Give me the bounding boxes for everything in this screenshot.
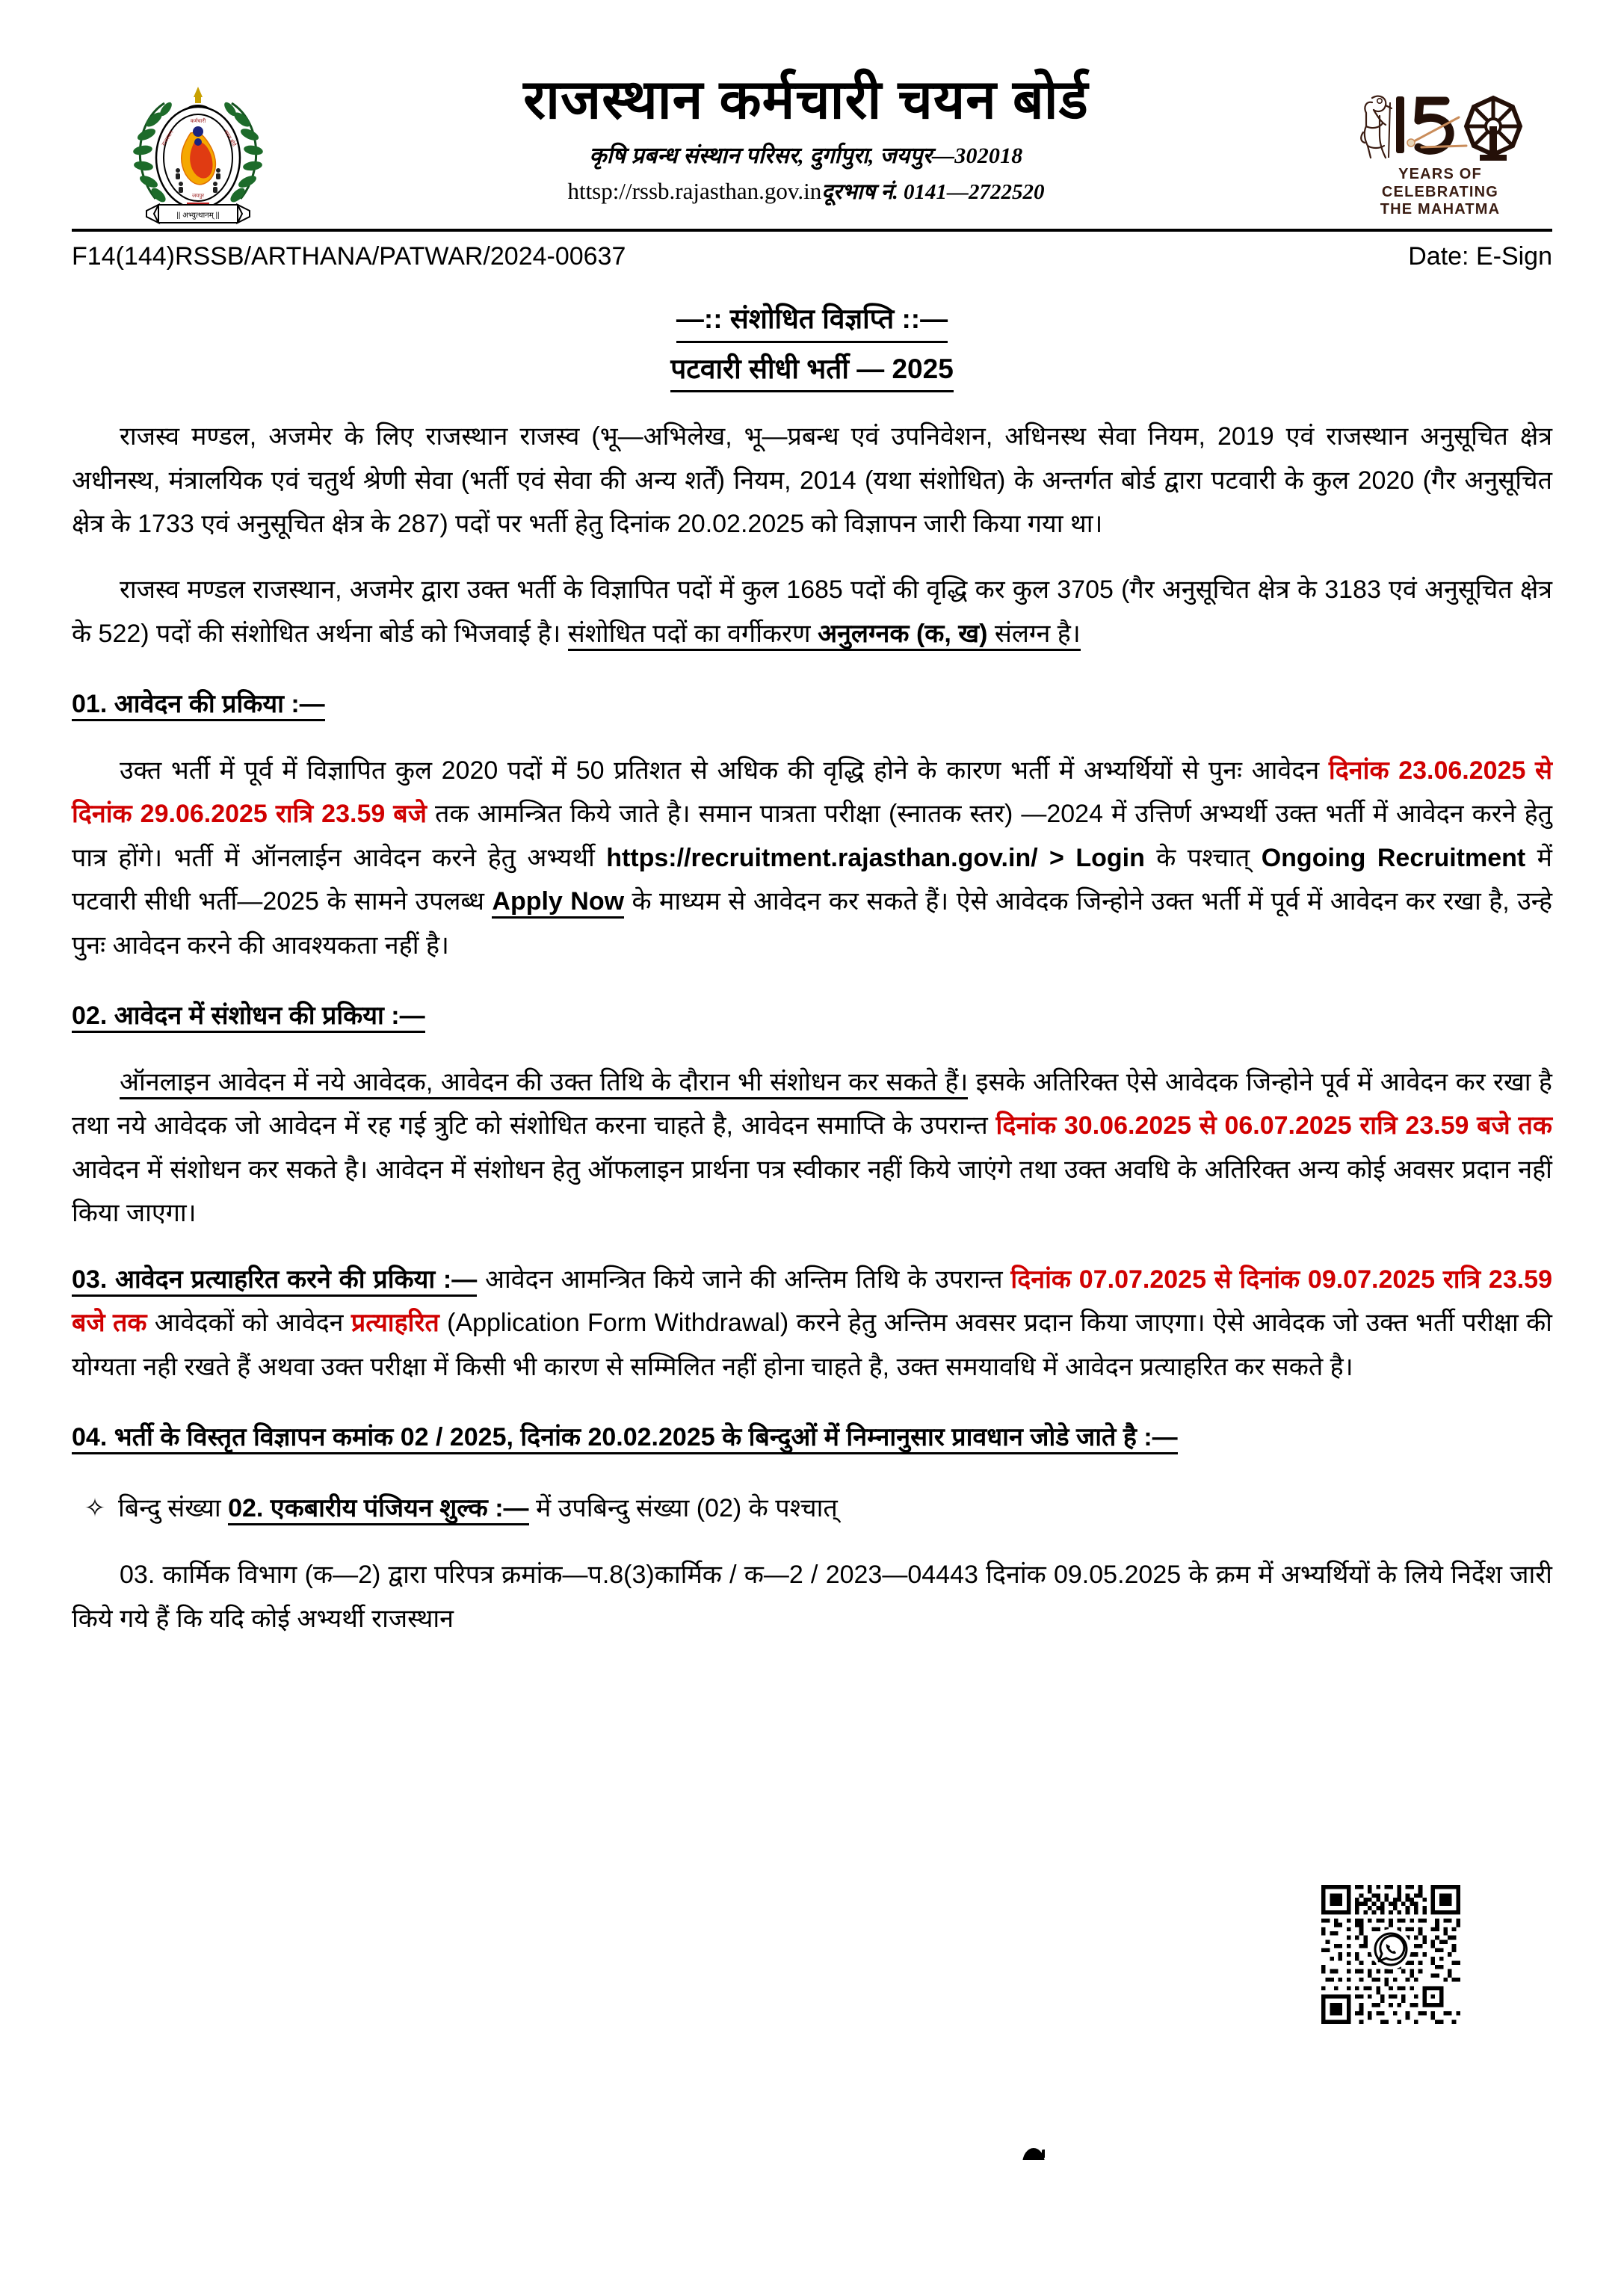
diamond-bullet-icon: ✧ <box>84 1494 106 1523</box>
section-1-paragraph <box>72 749 1552 967</box>
section-2-heading-text: 02. आवेदन में संशोधन की प्रकिया :— <box>72 1002 425 1033</box>
section-4-sub-item: 03. कार्मिक विभाग (क—2) द्वारा परिपत्र क्रमांक—प.8(3)कार्मिक / क—2 / 2023—04443 दिनांक 09.05.2025 के क्रम में अभ्यर्थियों के लिये निर्देश जारी किये गये हैं कि यदि कोई अभ्यर्थी राजस्थान <box>72 1561 1552 1633</box>
s2-underlined-sentence: ऑनलाइन आवेदन में नये आवेदक, आवेदन की उक्त तिथि के दौरान भी संशोधन कर सकते हैं। <box>120 1068 968 1099</box>
section-3-paragraph <box>72 1258 1552 1389</box>
s1-text-b: तक आमन्त्रित किये जाते है। समान पात्रता परीक्षा (स्नातक स्तर) —2024 में उत्तिर्ण अभ्यर्थी उक्त भर्ती में आवेदन करने हेतु पात्र होंगे। भर्ती में ऑनलाईन आवेदन करने हेतु अभ्यर्थी <box>72 800 1552 872</box>
s3-text-c: (Application Form Withdrawal) करने हेतु अन्तिम अवसर प्रदान किया जाएगा। ऐसे आवेदक जो उक्त भर्ती परीक्षा की योग्यता नही रखते हैं अथवा उक्त परीक्षा में किसी भी कारण से सम्मिलित नहीं होना चाहते है, उक्त समयावधि में आवेदन प्रत्याहरित कर सकते है। <box>72 1309 1552 1381</box>
qr-code-icon[interactable] <box>1321 1885 1460 2024</box>
s3-text-b: आवेदकों को आवेदन <box>146 1309 351 1338</box>
bullet-post-text: में उपबिन्दु संख्या (02) के पश्चात् <box>528 1494 838 1523</box>
recruitment-portal-link[interactable]: https://recruitment.rajasthan.gov.in/ > Login <box>606 843 1145 872</box>
s1-text-d: में पटवारी सीधी भर्ती—2025 के सामने उपलब्ध <box>72 843 1552 916</box>
file-number: F14(144)RSSB/ARTHANA/PATWAR/2024-00637 <box>72 242 626 271</box>
section-2-paragraph <box>72 1061 1552 1235</box>
header-text-block <box>284 72 1328 207</box>
svg-text:राजस्थान: राजस्थान <box>161 129 175 147</box>
intro-paragraph-2 <box>72 568 1552 655</box>
page-title <box>0 300 1624 392</box>
title-line-2: पटवारी सीधी भर्ती — 2025 <box>670 350 954 393</box>
svg-text:चयन बोर्ड: चयन बोर्ड <box>222 129 237 148</box>
mahatma-line-1: YEARS OF <box>1398 166 1482 182</box>
s1-text-e: के माध्यम से आवेदन कर सकते हैं। ऐसे आवेदक जिन्होने उक्त भर्ती में पूर्व में आवेदन कर रखा है, उन्हे पुनः आवेदन करने की आवश्यकता नहीं है। <box>72 887 1552 960</box>
section-4-bullet <box>72 1487 1552 1531</box>
correction-dates-highlight: दिनांक 30.06.2025 से 06.07.2025 रात्रि 23.59 बजे तक <box>995 1111 1552 1141</box>
mahatma-line-2: CELEBRATING <box>1381 183 1499 200</box>
svg-text:जयपुर: जयपुर <box>191 194 205 199</box>
s2-text-b: आवेदन में संशोधन कर सकते है। आवेदन में संशोधन हेतु ऑफलाइन प्रार्थना पत्र स्वीकार नहीं किये जाएंगे तथा उक्त अवधि के अतिरिक्त अन्य कोई अवसर प्रदान नहीं किया जाएगा। <box>72 1155 1552 1228</box>
organization-contact <box>291 176 1321 207</box>
organization-address: कृषि प्रबन्ध संस्थान परिसर, दुर्गापुरा, जयपुर—302018 <box>589 143 1023 168</box>
application-dates-highlight: दिनांक 23.06.2025 से दिनांक 29.06.2025 रात्रि 23.59 बजे <box>72 756 1552 829</box>
file-meta-row <box>72 242 1552 271</box>
mahatma-line-3: THE MAHATMA <box>1380 201 1501 218</box>
bullet-pre-text: बिन्दु संख्या <box>118 1494 229 1523</box>
organization-title: राजस्थान कर्मचारी चयन बोर्ड <box>523 70 1089 130</box>
s1-text-c: के पश्चात् <box>1144 843 1262 872</box>
svg-text:कर्मचारी: कर्मचारी <box>190 119 206 124</box>
intro-p2-text: राजस्व मण्डल राजस्थान, अजमेर द्वारा उक्त भर्ती के विज्ञापित पदों में कुल 1685 पदों की वृद्धि कर कुल 3705 (गैर अनुसूचित क्षेत्र के 3183 एवं अनुसूचित क्षेत्र के 522) पदों की संशोधित अर्थना बोर्ड को भिजवाई है। <box>72 575 1552 648</box>
mahatma-150-icon <box>1328 72 1552 219</box>
intro-p2-u-pre: संशोधित पदों का वर्गीकरण <box>567 619 818 648</box>
section-1-heading <box>72 682 1552 726</box>
phone-text: दूरभाष नं. 0141—2722520 <box>821 180 1045 205</box>
section-1-heading-text: 01. आवेदन की प्रकिया :— <box>72 690 325 721</box>
section-4-bullet-text <box>118 1487 1552 1531</box>
whatsapp-icon <box>1371 1929 1411 1969</box>
intro-paragraph-1: राजस्व मण्डल, अजमेर के लिए राजस्थान राजस्व (भू—अभिलेख, भू—प्रबन्ध एवं उपनिवेशन, अधिनस्थ सेवा नियम, 2019 एवं राजस्थान अनुसूचित क्षेत्र अधीनस्थ, मंत्रालयिक एवं चतुर्थ श्रेणी सेवा (भर्ती एवं सेवा की अन्य शर्तें) नियम, 2014 (यथा संशोधित) के अन्तर्गत बोर्ड द्वारा पटवारी के कुल 2020 (गैर अनुसूचित क्षेत्र के 1733 एवं अनुसूचित क्षेत्र के 287) पदों पर भर्ती हेतु दिनांक 20.02.2025 को विज्ञापन जारी किया गया था। <box>72 422 1552 538</box>
svg-text:|| अभ्युत्थानम् ||: || अभ्युत्थानम् || <box>176 212 220 220</box>
mahatma-caption <box>1380 166 1501 219</box>
annexure-reference: अनुलग्नक (क, ख) <box>818 619 988 648</box>
section-3-heading-text: 03. आवेदन प्रत्याहरित करने की प्रकिया :— <box>72 1265 477 1297</box>
s3-text-a: आवेदन आमन्त्रित किये जाने की अन्तिम तिथि के उपरान्त <box>477 1265 1011 1294</box>
intro-p2-u-post: संलग्न है। <box>987 619 1081 648</box>
page-bottom-artifact <box>1022 2148 1045 2160</box>
document-body <box>72 415 1552 1641</box>
registration-fee-point: 02. एकबारीय पंजियन शुल्क :— <box>228 1494 528 1525</box>
header-divider <box>72 229 1552 232</box>
s1-text-a: उक्त भर्ती में पूर्व में विज्ञापित कुल 2020 पदों में 50 प्रतिशत से अधिक की वृद्धि होने के कारण भर्ती में अभ्यर्थियों से पुनः आवेदन <box>120 756 1329 785</box>
rajasthan-emblem-icon <box>112 72 284 229</box>
ongoing-recruitment-label: Ongoing Recruitment <box>1261 843 1526 872</box>
withdrawal-term-highlight: प्रत्याहरित <box>351 1309 439 1338</box>
date-label: Date: E-Sign <box>1408 242 1552 271</box>
intro-p2-underlined <box>568 620 1081 651</box>
s2-text-a: इसके अतिरिक्त ऐसे आवेदक जिन्होने पूर्व में आवेदन कर रखा है तथा नये आवेदक जो आवेदन में रह गई त्रुटि को संशोधित करना चाहते है, आवेदन समाप्ति के उपरान्त <box>72 1067 1552 1141</box>
section-2-heading <box>72 994 1552 1037</box>
section-4-heading <box>72 1416 1552 1459</box>
section-4-heading-text: 04. भर्ती के विस्तृत विज्ञापन कमांक 02 / 2025, दिनांक 20.02.2025 के बिन्दुओं में निम्नानुसार प्रावधान जोडे जाते है :— <box>72 1423 1178 1454</box>
withdrawal-dates-highlight: दिनांक 07.07.2025 से दिनांक 09.07.2025 रात्रि 23.59 बजे तक <box>72 1265 1552 1338</box>
website-text: httsp://rssb.rajasthan.gov.in <box>567 178 822 205</box>
document-header <box>0 0 1624 224</box>
title-line-1: —:: संशोधित विज्ञप्ति ::— <box>676 300 948 343</box>
apply-now-label[interactable]: Apply Now <box>492 887 624 919</box>
